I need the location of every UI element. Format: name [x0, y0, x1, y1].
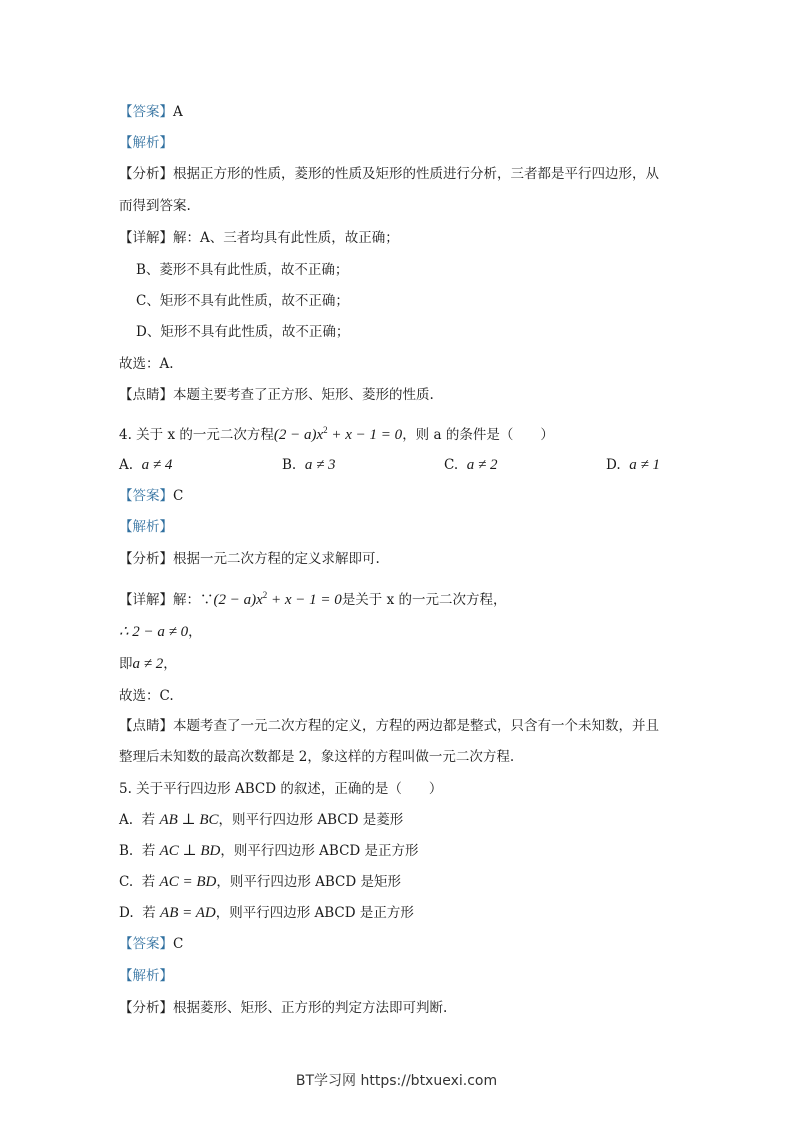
option-expr: a ≠ 1 — [629, 457, 660, 473]
dianjing-tag: 【点睛】 — [119, 387, 173, 403]
dianjing-tag: 【点睛】 — [119, 718, 173, 734]
q4-fenxi — [119, 549, 380, 569]
option-post: ，则平行四边形 ABCD 是正方形 — [215, 905, 414, 921]
q5-option-b — [119, 841, 419, 861]
footer-watermark: BT学习网 https://btxuexi.com — [295, 1073, 498, 1089]
option-expr: AB = AD — [160, 905, 216, 921]
dianjing-text: 本题主要考查了正方形、矩形、菱形的性质. — [173, 387, 434, 403]
q4-equation — [274, 427, 402, 443]
q4-stem-pre: 4. 关于 x 的一元二次方程 — [119, 427, 274, 443]
option-letter: B. — [119, 843, 134, 859]
q4-therefore — [119, 622, 202, 642]
analysis-tag: 【解析】 — [119, 519, 173, 535]
fenxi-tag: 【分析】 — [119, 551, 173, 567]
option-pre: 若 — [142, 905, 156, 921]
q4-ji — [119, 654, 177, 674]
option-expr: AC = BD — [159, 874, 217, 890]
option-pre: 若 — [141, 874, 156, 890]
q3-xiangjie-d: D、矩形不具有此性质，故不正确； — [136, 324, 350, 340]
option-expr: a ≠ 3 — [304, 457, 336, 473]
q3-xiangjie-b: B、菱形不具有此性质，故不正确； — [136, 262, 349, 278]
q4-analysis-heading — [119, 517, 173, 537]
q3-xiangjie-c: C、矩形不具有此性质，故不正确； — [136, 293, 349, 309]
q4-answer-line — [119, 486, 183, 506]
option-letter: A. — [119, 457, 134, 473]
q4-equation-b: + x − 1 = 0 — [327, 427, 403, 443]
q4-exponent: 2 — [323, 425, 328, 435]
answer-tag: 【答案】 — [119, 104, 173, 120]
q3-analysis-heading — [119, 133, 173, 153]
option-pre: 若 — [141, 843, 156, 859]
q3-dianjing — [119, 385, 434, 405]
q3-fenxi-line1 — [119, 164, 659, 184]
q5-option-c — [119, 872, 401, 892]
therefore-post: ， — [188, 624, 202, 640]
q5-option-a — [119, 810, 403, 830]
fenxi-tag: 【分析】 — [119, 166, 173, 182]
answer-value: A — [173, 104, 183, 120]
option-letter: C. — [444, 457, 459, 473]
q5-stem: 5. 关于平行四边形 ABCD 的叙述，正确的是（ ） — [119, 781, 443, 797]
option-expr: AC ⊥ BD — [159, 843, 221, 859]
answer-tag: 【答案】 — [119, 488, 173, 504]
q3-xiangjie-a — [119, 228, 399, 248]
analysis-tag: 【解析】 — [119, 968, 173, 984]
xiangjie-equation-b: + x − 1 = 0 — [267, 592, 342, 608]
answer-value: C — [173, 488, 184, 504]
option-post: ，则平行四边形 ABCD 是菱形 — [218, 812, 404, 828]
fenxi-text: 根据菱形、矩形、正方形的判定方法即可判断. — [173, 1000, 448, 1016]
xiangjie-exponent: 2 — [262, 590, 268, 600]
q3-fenxi-line2: 而得到答案. — [119, 198, 191, 214]
fenxi-text: 根据一元二次方程的定义求解即可. — [173, 551, 380, 567]
q4-dianjing-line2: 整理后未知数的最高次数都是 2，象这样的方程叫做一元二次方程. — [119, 749, 515, 765]
xiangjie-equation — [214, 592, 342, 608]
q3-choose: 故选：A. — [119, 356, 174, 372]
xiangjie-pre: 解：∵ — [173, 592, 214, 608]
q5-answer-line — [119, 934, 183, 954]
ji-expr: a ≠ 2 — [132, 656, 164, 672]
ji-pre: 即 — [119, 656, 133, 672]
q4-option-d — [606, 455, 660, 475]
q5-fenxi — [119, 998, 447, 1018]
q4-dianjing-line1 — [119, 716, 659, 736]
q4-xiangjie — [119, 585, 507, 610]
q4-option-c — [444, 455, 497, 475]
option-letter: B. — [282, 457, 297, 473]
xiangjie-equation-a: (2 − a)x — [213, 592, 263, 608]
answer-tag: 【答案】 — [119, 936, 173, 952]
xiangjie-text: 解：A、三者均具有此性质，故正确； — [173, 230, 399, 246]
answer-value: C — [173, 936, 184, 952]
q4-choose: 故选：C. — [119, 688, 174, 704]
xiangjie-tag: 【详解】 — [119, 592, 173, 608]
q4-stem — [119, 420, 554, 445]
q4-option-b — [282, 455, 336, 475]
option-post: ，则平行四边形 ABCD 是矩形 — [216, 874, 401, 890]
q4-equation-a: (2 − a)x — [273, 427, 324, 443]
q4-stem-post: ，则 a 的条件是（ ） — [402, 427, 554, 443]
option-pre: 若 — [141, 812, 156, 828]
q5-analysis-heading — [119, 966, 173, 986]
q5-option-d — [119, 903, 414, 923]
option-letter: C. — [119, 874, 134, 890]
fenxi-text: 根据正方形的性质，菱形的性质及矩形的性质进行分析，三者都是平行四边形，从 — [173, 166, 659, 182]
ji-post: ， — [163, 656, 177, 672]
xiangjie-tag: 【详解】 — [119, 230, 173, 246]
option-expr: a ≠ 2 — [466, 457, 498, 473]
dianjing-text: 本题考查了一元二次方程的定义，方程的两边都是整式，只含有一个未知数，并且 — [173, 718, 659, 734]
option-expr: AB ⊥ BC — [159, 812, 219, 828]
q3-answer-line — [119, 102, 183, 122]
fenxi-tag: 【分析】 — [119, 1000, 173, 1016]
option-letter: A. — [119, 812, 134, 828]
therefore-expr: ∴ 2 − a ≠ 0 — [119, 624, 189, 640]
option-letter: D. — [606, 457, 621, 473]
analysis-tag: 【解析】 — [119, 135, 173, 151]
option-expr: a ≠ 4 — [141, 457, 173, 473]
option-post: ，则平行四边形 ABCD 是正方形 — [220, 843, 419, 859]
option-letter: D. — [119, 905, 134, 921]
xiangjie-post: 是关于 x 的一元二次方程， — [341, 592, 507, 608]
q4-option-a — [119, 455, 172, 475]
